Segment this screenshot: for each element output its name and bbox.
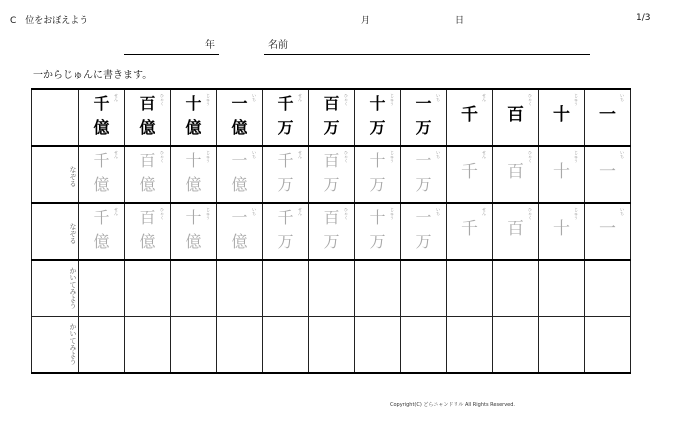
trace-cell[interactable] (217, 146, 263, 203)
top-kanji: 千 (93, 151, 110, 170)
bottom-kanji: 万 (369, 232, 386, 251)
writing-cell[interactable] (309, 317, 355, 374)
bottom-kanji: 万 (323, 175, 340, 194)
single-kanji: 十 (553, 219, 570, 239)
top-kanji: 百 (139, 151, 156, 170)
top-kanji-reading: じゅう (206, 150, 210, 163)
top-kanji: 百 (323, 151, 340, 170)
bottom-kanji: 億 (139, 175, 156, 194)
copyright-notice: Copyright(C) どらニャンドリル All Rights Reserved. (390, 402, 516, 408)
trace-cell[interactable] (79, 146, 125, 203)
writing-cell[interactable] (401, 317, 447, 374)
kanji-header-cell (401, 89, 447, 146)
name-write-line[interactable] (264, 54, 590, 55)
kanji-reading: いち (620, 207, 624, 216)
kanji-header-cell (309, 89, 355, 146)
top-kanji: 十 (369, 208, 386, 227)
top-kanji: 千 (277, 151, 294, 170)
trace-cell[interactable] (493, 203, 539, 260)
day-label: 日 (455, 16, 465, 26)
kanji-header-cell (539, 89, 585, 146)
write-row-label-cell (32, 260, 79, 317)
trace-cell[interactable] (309, 146, 355, 203)
bottom-kanji: 万 (277, 118, 294, 137)
write-row (32, 260, 631, 317)
kanji-reading: せん (482, 150, 486, 159)
top-kanji: 千 (277, 94, 294, 113)
kanji-header-cell (493, 89, 539, 146)
writing-cell[interactable] (217, 260, 263, 317)
single-kanji: 一 (599, 162, 616, 182)
top-kanji: 十 (185, 94, 202, 113)
top-kanji-reading: ひゃく (160, 93, 164, 106)
top-kanji-reading: いち (252, 150, 256, 159)
bottom-kanji: 万 (415, 118, 432, 137)
writing-cell[interactable] (493, 260, 539, 317)
trace-cell[interactable] (539, 146, 585, 203)
kanji-reading: せん (482, 207, 486, 216)
writing-cell[interactable] (263, 260, 309, 317)
kanji-header-cell (355, 89, 401, 146)
top-kanji: 千 (93, 208, 110, 227)
trace-cell[interactable] (263, 203, 309, 260)
bottom-kanji: 億 (185, 232, 202, 251)
top-kanji-reading: いち (252, 207, 256, 216)
trace-cell[interactable] (171, 203, 217, 260)
top-kanji-reading: じゅう (206, 207, 210, 220)
trace-cell[interactable] (447, 203, 493, 260)
trace-cell[interactable] (447, 146, 493, 203)
top-kanji-reading: ひゃく (344, 207, 348, 220)
kanji-header-cell (171, 89, 217, 146)
kanji-header-cell (79, 89, 125, 146)
bottom-kanji: 万 (369, 118, 386, 137)
trace-cell[interactable] (401, 146, 447, 203)
trace-cell[interactable] (79, 203, 125, 260)
single-kanji: 一 (599, 219, 616, 239)
writing-cell[interactable] (447, 260, 493, 317)
top-kanji-reading: じゅう (206, 93, 210, 106)
top-kanji-reading: いち (252, 93, 256, 102)
trace-row-label: なぞる (69, 165, 77, 187)
top-kanji: 一 (231, 151, 248, 170)
writing-cell[interactable] (171, 260, 217, 317)
page-number: 1/3 (636, 13, 651, 23)
single-kanji: 一 (599, 105, 616, 125)
top-kanji-reading: いち (436, 93, 440, 102)
top-kanji: 百 (139, 94, 156, 113)
top-kanji-reading: ひゃく (160, 150, 164, 163)
top-kanji-reading: いち (436, 207, 440, 216)
trace-cell[interactable] (171, 146, 217, 203)
kanji-reading: じゅう (574, 207, 578, 220)
bottom-kanji: 億 (231, 232, 248, 251)
kanji-reading: いち (620, 93, 624, 102)
writing-cell[interactable] (125, 317, 171, 374)
bottom-kanji: 億 (185, 175, 202, 194)
worksheet-title: C 位をおぼえよう (10, 16, 89, 26)
trace-cell[interactable] (539, 203, 585, 260)
bottom-kanji: 万 (415, 175, 432, 194)
top-kanji-reading: せん (114, 93, 118, 102)
writing-cell[interactable] (585, 317, 631, 374)
top-kanji-reading: じゅう (390, 207, 394, 220)
write-row-label: かいてみよう (69, 323, 77, 365)
top-kanji: 十 (369, 94, 386, 113)
bottom-kanji: 億 (93, 118, 110, 137)
top-kanji-reading: ひゃく (344, 93, 348, 106)
trace-row-label: なぞる (69, 222, 77, 244)
top-kanji: 一 (415, 94, 432, 113)
trace-row-label-cell (32, 146, 79, 203)
trace-cell[interactable] (401, 203, 447, 260)
writing-cell[interactable] (447, 317, 493, 374)
trace-cell[interactable] (263, 146, 309, 203)
trace-cell[interactable] (585, 146, 631, 203)
kanji-reading: じゅう (574, 150, 578, 163)
bottom-kanji: 億 (231, 175, 248, 194)
top-kanji: 一 (415, 208, 432, 227)
writing-cell[interactable] (309, 260, 355, 317)
instruction-text: 一からじゅんに書きます。 (33, 70, 153, 81)
single-kanji: 千 (461, 219, 478, 239)
top-kanji-reading: せん (114, 150, 118, 159)
bottom-kanji: 万 (277, 175, 294, 194)
single-kanji: 百 (507, 162, 524, 182)
top-kanji: 一 (415, 151, 432, 170)
writing-cell[interactable] (171, 317, 217, 374)
bottom-kanji: 億 (231, 118, 248, 137)
name-label: 名前 (268, 40, 288, 51)
bottom-kanji: 億 (93, 175, 110, 194)
trace-cell[interactable] (585, 203, 631, 260)
write-row-label-cell (32, 317, 79, 374)
writing-cell[interactable] (79, 260, 125, 317)
writing-cell[interactable] (217, 317, 263, 374)
bottom-kanji: 万 (369, 175, 386, 194)
trace-row (32, 146, 631, 203)
single-kanji: 十 (553, 162, 570, 182)
writing-cell[interactable] (79, 317, 125, 374)
top-kanji-reading: せん (298, 150, 302, 159)
single-kanji: 百 (507, 219, 524, 239)
single-kanji: 十 (553, 105, 570, 125)
trace-cell[interactable] (493, 146, 539, 203)
bottom-kanji: 万 (323, 118, 340, 137)
trace-cell[interactable] (355, 203, 401, 260)
writing-cell[interactable] (539, 260, 585, 317)
top-kanji: 十 (369, 151, 386, 170)
writing-cell[interactable] (493, 317, 539, 374)
bottom-kanji: 万 (277, 232, 294, 251)
trace-row (32, 203, 631, 260)
kanji-reading: ひゃく (528, 93, 532, 106)
trace-cell[interactable] (217, 203, 263, 260)
top-kanji-reading: いち (436, 150, 440, 159)
single-kanji: 千 (461, 105, 478, 125)
kanji-reading: ひゃく (528, 150, 532, 163)
bottom-kanji: 万 (323, 232, 340, 251)
top-kanji: 百 (323, 94, 340, 113)
kanji-reading: いち (620, 150, 624, 159)
bottom-kanji: 億 (139, 118, 156, 137)
top-kanji: 百 (139, 208, 156, 227)
writing-cell[interactable] (263, 317, 309, 374)
top-kanji-reading: じゅう (390, 150, 394, 163)
kanji-header-cell (263, 89, 309, 146)
top-kanji-reading: じゅう (390, 93, 394, 106)
writing-cell[interactable] (125, 260, 171, 317)
kanji-reading: ひゃく (528, 207, 532, 220)
bottom-kanji: 億 (139, 232, 156, 251)
top-kanji: 千 (277, 208, 294, 227)
writing-cell[interactable] (585, 260, 631, 317)
bottom-kanji: 万 (415, 232, 432, 251)
kanji-reading: じゅう (574, 93, 578, 106)
write-row-label: かいてみよう (69, 267, 77, 309)
top-kanji-reading: ひゃく (344, 150, 348, 163)
blank-corner-cell (32, 89, 79, 146)
trace-cell[interactable] (355, 146, 401, 203)
kanji-header-cell (447, 89, 493, 146)
writing-cell[interactable] (401, 260, 447, 317)
top-kanji: 百 (323, 208, 340, 227)
single-kanji: 百 (507, 105, 524, 125)
single-kanji: 千 (461, 162, 478, 182)
top-kanji-reading: ひゃく (160, 207, 164, 220)
top-kanji: 十 (185, 151, 202, 170)
top-kanji: 千 (93, 94, 110, 113)
writing-cell[interactable] (355, 317, 401, 374)
writing-cell[interactable] (355, 260, 401, 317)
kanji-header-row (32, 89, 631, 146)
kanji-header-cell (217, 89, 263, 146)
year-label: 年 (205, 40, 215, 51)
top-kanji-reading: せん (114, 207, 118, 216)
trace-cell[interactable] (125, 146, 171, 203)
trace-row-label-cell (32, 203, 79, 260)
kanji-header-cell (585, 89, 631, 146)
top-kanji-reading: せん (298, 93, 302, 102)
bottom-kanji: 億 (93, 232, 110, 251)
top-kanji: 一 (231, 208, 248, 227)
top-kanji: 十 (185, 208, 202, 227)
month-label: 月 (361, 16, 371, 26)
top-kanji-reading: せん (298, 207, 302, 216)
trace-cell[interactable] (309, 203, 355, 260)
top-kanji: 一 (231, 94, 248, 113)
kanji-header-cell (125, 89, 171, 146)
writing-cell[interactable] (539, 317, 585, 374)
practice-grid (31, 88, 631, 374)
year-write-line[interactable] (124, 54, 219, 55)
kanji-reading: せん (482, 93, 486, 102)
write-row (32, 317, 631, 374)
trace-cell[interactable] (125, 203, 171, 260)
bottom-kanji: 億 (185, 118, 202, 137)
